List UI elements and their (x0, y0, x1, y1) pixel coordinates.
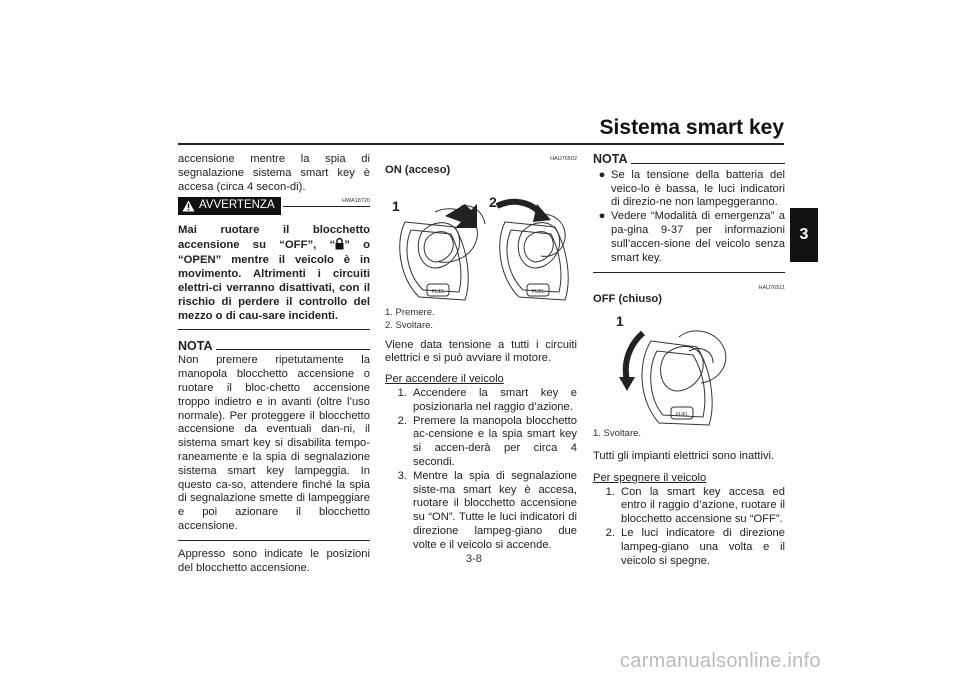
fuel-button-label-2: FUEL (532, 288, 545, 295)
ignition-knob-on-illustration (385, 182, 577, 312)
figure-on (385, 182, 577, 312)
nota-end-rule-2 (593, 272, 785, 273)
column-2 (385, 153, 577, 553)
fuel-button-label-1: FUEL (432, 288, 445, 295)
nota-rule (216, 349, 371, 350)
nota-bullets (593, 169, 785, 266)
on-steps (385, 387, 577, 553)
page-title: Sistema smart key (599, 116, 784, 139)
list-item: 1. Accendere la smart key e posizionarla nel raggio d’azione. (397, 386, 577, 413)
fuel-button-label-3: FUEL (676, 411, 689, 418)
warning-triangle-icon (182, 200, 195, 212)
nota-header-2 (593, 153, 785, 167)
bullet-icon: ● (598, 210, 606, 223)
page-number: 3-8 (466, 553, 482, 565)
bullet-icon: ● (598, 168, 606, 181)
nota-text: Non premere ripetutamente la manopola blocchetto accensione o ruotare il bloc-chetto accensione troppo indietro e in avanti (oltre l’uso normale). Per proteggere il blocchetto accensione da eventuali dan-ni, il sistema smart key si disabilita tempo-raneamente e la spia di segnalazione sistema smart key lampeggia. In questo ca-so, attendere finché la spia di segnalazione smette di lampeggiare e poi azionare il blocchetto accensione. (178, 354, 370, 532)
warning-text: Mai ruotare il blocchetto accensione su “OFF”, “ ” o “OPEN” mentre il veicolo è in movimento. Altrimenti i circuiti elettri-ci verranno disattivati, con il rischio di perdere il controllo del mezzo o di cau-sare incidenti. (178, 224, 370, 323)
intro-paragraph: accensione mentre la spia di segnalazione sistema smart key è accesa (circa 4 secon-di). (178, 153, 370, 193)
list-item: 1. Con la smart key accesa ed entro il raggio d’azione, ruotare il blocchetto accensione su “OFF”. (605, 485, 785, 526)
warning-end-rule (178, 329, 370, 330)
lock-icon (335, 237, 344, 250)
list-item: ● Se la tensione della batteria del veico-lo è bassa, le luci indicatori di direzio-ne non lampeggeranno. (593, 169, 785, 210)
nota-end-rule (178, 540, 370, 541)
list-item: 2. Premere la manopola blocchetto ac-censione e la spia smart key si accen-derà per circa 4 secondi. (397, 414, 577, 468)
watermark: carmanualsonline.info (620, 650, 821, 672)
column-1 (178, 153, 370, 575)
heading-off: OFF (chiuso) (593, 293, 662, 306)
on-subheading: Per accendere il veicolo (385, 373, 504, 386)
warning-rule (283, 206, 370, 207)
off-subheading: Per spegnere il veicolo (593, 471, 707, 484)
list-item: 2. Le luci indicatore di direzione lampeg-giano una volta e il veicolo si spegne. (605, 526, 785, 567)
figure-off (593, 311, 785, 429)
heading-on: ON (acceso) (385, 163, 451, 176)
column-3 (593, 153, 785, 568)
header-rule (178, 143, 784, 145)
section-code-on: HAU76502 (550, 156, 577, 162)
ignition-knob-off-illustration (593, 311, 785, 429)
closing-paragraph: Appresso sono indicate le posizioni del blocchetto accensione. (178, 547, 370, 574)
figure-off-label-1: 1 (616, 312, 624, 329)
caption-1: 1. Premere. (385, 306, 435, 318)
nota-header (178, 340, 370, 354)
warning-code: HWA18720 (342, 198, 370, 205)
on-body: Viene data tensione a tutti i circuiti elettrici e si può avviare il motore. (385, 338, 577, 365)
chapter-tab: 3 (790, 208, 818, 262)
figure-label-1: 1 (392, 197, 400, 214)
caption-3: 1. Svoltare. (593, 427, 642, 439)
nota-label-2: NOTA (593, 152, 628, 166)
nota-rule-2 (631, 163, 786, 164)
caption-2: 2. Svoltare. (385, 319, 434, 331)
off-steps (593, 486, 785, 569)
nota-label: NOTA (178, 338, 213, 353)
off-body: Tutti gli impianti elettrici sono inattivi. (593, 449, 775, 462)
figure-label-2: 2 (489, 193, 497, 210)
warning-label: AVVERTENZA (199, 199, 275, 212)
list-item: ● Vedere “Modalità di emergenza” a pa-gina 9-37 per informazioni sull’accen-sione del veicolo senza smart key. (593, 210, 785, 265)
section-code-off: HAU76511 (758, 285, 785, 292)
list-item: 3. Mentre la spia di segnalazione siste-ma smart key è accesa, ruotare il blocchetto accensione su “ON”. Tutte le luci indicatori di direzione lampeg-giano due volte e il veicolo si accende. (397, 469, 577, 551)
warning-badge (178, 197, 281, 215)
